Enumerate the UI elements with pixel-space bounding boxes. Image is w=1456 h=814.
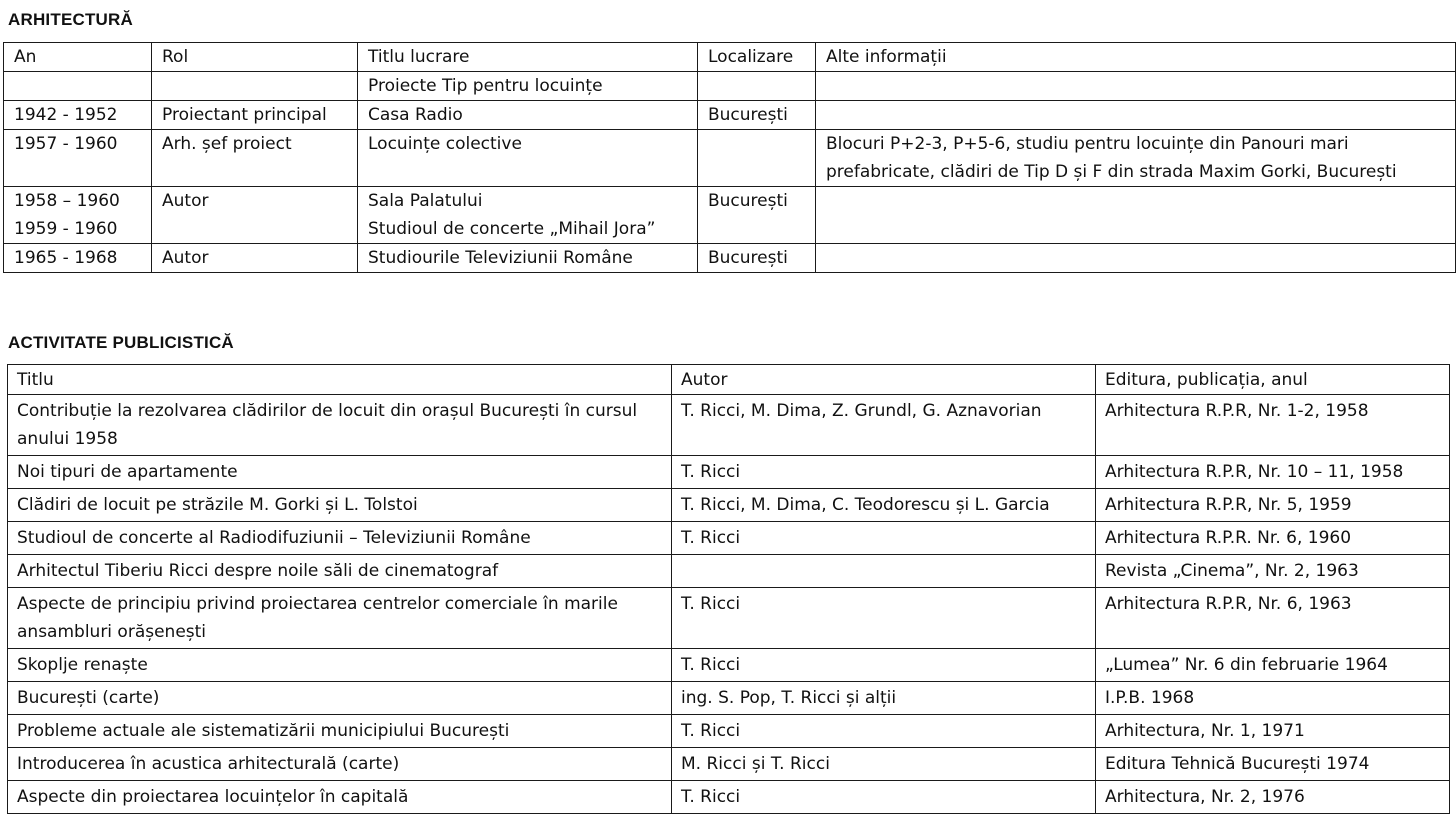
- column-header-titlu-lucrare: Titlu lucrare: [358, 43, 698, 72]
- cell-editura: Arhitectura R.P.R. Nr. 6, 1960: [1096, 522, 1450, 555]
- table-row: [4, 187, 1456, 244]
- cell-an: [4, 187, 152, 244]
- column-header-localizare: Localizare: [698, 43, 816, 72]
- architecture-section-title: ARHITECTURĂ: [8, 10, 133, 29]
- cell-localizare: [698, 130, 816, 187]
- table-row: [8, 395, 1450, 456]
- cell-rol: Autor: [152, 244, 358, 273]
- cell-editura: Arhitectura, Nr. 2, 1976: [1096, 781, 1450, 814]
- cell-editura: Arhitectura, Nr. 1, 1971: [1096, 715, 1450, 748]
- cell-titlu-lucrare: [358, 101, 698, 130]
- cell-an: [4, 101, 152, 130]
- cell-autor: T. Ricci: [672, 456, 1096, 489]
- table-row: [8, 781, 1450, 814]
- table-row: [8, 715, 1450, 748]
- cell-editura: Arhitectura R.P.R, Nr. 5, 1959: [1096, 489, 1450, 522]
- cell-titlu: Arhitectul Tiberiu Ricci despre noile săli de cinematograf: [8, 555, 672, 588]
- cell-alte-informatii: [816, 101, 1456, 130]
- table-row: [8, 456, 1450, 489]
- cell-an-line: 1965 - 1968: [14, 248, 118, 268]
- table-row: [8, 522, 1450, 555]
- cell-titlu: Aspecte de principiu privind proiectarea centrelor comerciale în marile ansambluri orășenești: [8, 588, 672, 649]
- cell-autor: [672, 555, 1096, 588]
- cell-autor: M. Ricci și T. Ricci: [672, 748, 1096, 781]
- cell-an: [4, 130, 152, 187]
- column-header-rol: Rol: [152, 43, 358, 72]
- cell-an-line: 1942 - 1952: [14, 105, 118, 125]
- cell-titlu: Studioul de concerte al Radiodifuziunii – Televiziunii Române: [8, 522, 672, 555]
- publications-section-title: ACTIVITATE PUBLICISTICĂ: [8, 333, 234, 352]
- table-row: [8, 748, 1450, 781]
- cell-rol: Arh. șef proiect: [152, 130, 358, 187]
- cell-titlu: Introducerea în acustica arhitecturală (carte): [8, 748, 672, 781]
- cell-rol: Proiectant principal: [152, 101, 358, 130]
- cell-an-line: 1957 - 1960: [14, 134, 118, 154]
- cell-an-line: 1958 – 1960: [14, 191, 120, 211]
- column-header-editura: Editura, publicația, anul: [1096, 365, 1450, 395]
- cell-localizare: [698, 72, 816, 101]
- table-row: [8, 555, 1450, 588]
- cell-rol: [152, 72, 358, 101]
- cell-autor: T. Ricci, M. Dima, C. Teodorescu și L. Garcia: [672, 489, 1096, 522]
- table-row: [8, 682, 1450, 715]
- cell-editura: Arhitectura R.P.R, Nr. 10 – 11, 1958: [1096, 456, 1450, 489]
- cell-titlu: Probleme actuale ale sistematizării municipiului București: [8, 715, 672, 748]
- cell-localizare: București: [698, 187, 816, 244]
- cell-titlu-lucrare-line: Studiourile Televiziunii Române: [368, 248, 633, 268]
- table-row: [8, 649, 1450, 682]
- cell-titlu-lucrare-line: Locuințe colective: [368, 134, 522, 154]
- cell-alte-informatii: [816, 72, 1456, 101]
- cell-autor: T. Ricci: [672, 715, 1096, 748]
- cell-titlu-lucrare: [358, 130, 698, 187]
- table-row: [8, 588, 1450, 649]
- cell-autor: T. Ricci: [672, 649, 1096, 682]
- cell-titlu: Noi tipuri de apartamente: [8, 456, 672, 489]
- column-header-autor: Autor: [672, 365, 1096, 395]
- cell-titlu: Skoplje renaște: [8, 649, 672, 682]
- cell-titlu: Contribuție la rezolvarea clădirilor de locuit din orașul București în cursul anului 1958: [8, 395, 672, 456]
- cell-titlu-lucrare: [358, 72, 698, 101]
- column-header-titlu: Titlu: [8, 365, 672, 395]
- cell-titlu-lucrare-line: Casa Radio: [368, 105, 463, 125]
- cell-autor: T. Ricci: [672, 522, 1096, 555]
- cell-titlu: Aspecte din proiectarea locuințelor în capitală: [8, 781, 672, 814]
- cell-editura: Arhitectura R.P.R, Nr. 1-2, 1958: [1096, 395, 1450, 456]
- cell-localizare: București: [698, 101, 816, 130]
- cell-titlu-lucrare-line: Studioul de concerte „Mihail Jora”: [368, 219, 656, 239]
- cell-titlu: Clădiri de locuit pe străzile M. Gorki și L. Tolstoi: [8, 489, 672, 522]
- table-row: [4, 130, 1456, 187]
- cell-editura: I.P.B. 1968: [1096, 682, 1450, 715]
- cell-editura: Arhitectura R.P.R, Nr. 6, 1963: [1096, 588, 1450, 649]
- cell-titlu-lucrare-line: Sala Palatului: [368, 191, 483, 211]
- cell-editura: Revista „Cinema”, Nr. 2, 1963: [1096, 555, 1450, 588]
- cell-alte-informatii: [816, 187, 1456, 244]
- architecture-table: [3, 42, 1456, 273]
- cell-an-line: 1959 - 1960: [14, 219, 118, 239]
- cell-alte-informatii: Blocuri P+2-3, P+5-6, studiu pentru locuințe din Panouri mari prefabricate, clădiri de Tip D și F din strada Maxim Gorki, București: [816, 130, 1456, 187]
- table-row: [4, 72, 1456, 101]
- cell-titlu-lucrare: [358, 244, 698, 273]
- cell-autor: T. Ricci: [672, 588, 1096, 649]
- cell-titlu: București (carte): [8, 682, 672, 715]
- publications-table: [7, 364, 1450, 814]
- cell-alte-informatii: [816, 244, 1456, 273]
- column-header-alte-informatii: Alte informații: [816, 43, 1456, 72]
- table-row: [4, 244, 1456, 273]
- cell-autor: T. Ricci: [672, 781, 1096, 814]
- cell-autor: ing. S. Pop, T. Ricci și alții: [672, 682, 1096, 715]
- cell-editura: Editura Tehnică București 1974: [1096, 748, 1450, 781]
- cell-localizare: București: [698, 244, 816, 273]
- cell-titlu-lucrare: [358, 187, 698, 244]
- table-row: [4, 101, 1456, 130]
- cell-titlu-lucrare-line: Proiecte Tip pentru locuințe: [368, 76, 603, 96]
- cell-editura: „Lumea” Nr. 6 din februarie 1964: [1096, 649, 1450, 682]
- architecture-header-row: [4, 43, 1456, 72]
- cell-autor: T. Ricci, M. Dima, Z. Grundl, G. Aznavorian: [672, 395, 1096, 456]
- cell-an: [4, 244, 152, 273]
- publications-header-row: [8, 365, 1450, 395]
- cell-an: [4, 72, 152, 101]
- column-header-an: An: [4, 43, 152, 72]
- table-row: [8, 489, 1450, 522]
- cell-rol: Autor: [152, 187, 358, 244]
